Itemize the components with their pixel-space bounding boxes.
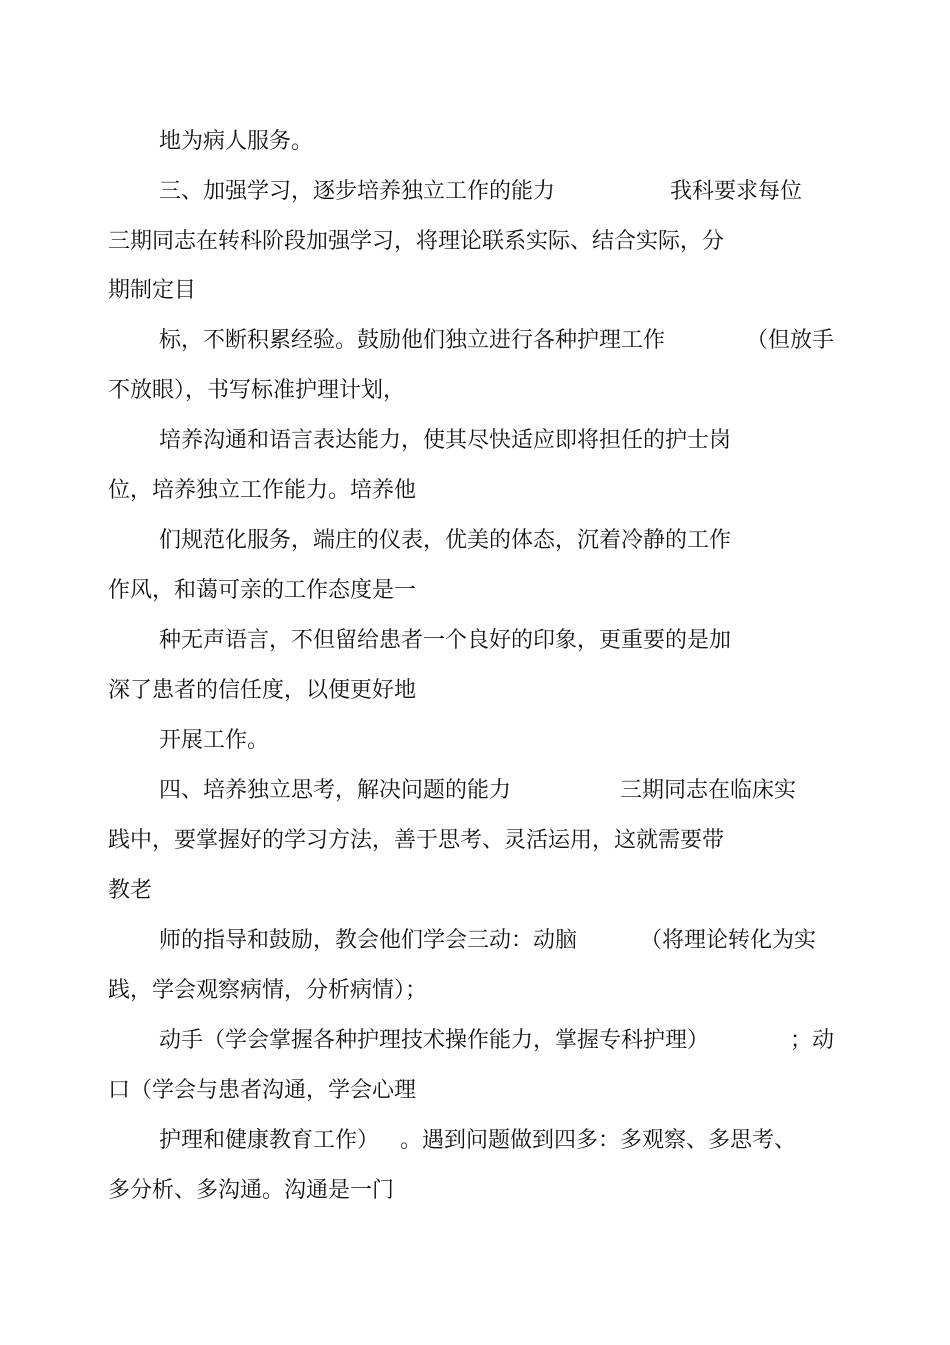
- text-line: 护理和健康教育工作）: [159, 1128, 380, 1153]
- text-line: 践中，要掌握好的学习方法，善于思考、灵活运用，这就需要带: [108, 828, 725, 853]
- text-line: 践，学会观察病情，分析病情）；: [108, 978, 428, 1003]
- text-line: 不放眼），书写标准护理计划，: [108, 378, 406, 403]
- section-heading: 四、培养独立思考，解决问题的能力: [159, 778, 512, 803]
- text-line: （但放手: [746, 328, 835, 353]
- text-line: 动手（学会掌握各种护理技术操作能力，掌握专科护理）: [159, 1028, 710, 1053]
- text-line: 师的指导和鼓励，教会他们学会三动：动脑: [159, 928, 578, 953]
- text-line: （将理论转化为实: [640, 928, 817, 953]
- text-line: 三期同志在转科阶段加强学习，将理论联系实际、结合实际，分: [108, 229, 725, 254]
- text-line: 多分析、多沟通。沟通是一门: [108, 1178, 395, 1203]
- text-line: 培养沟通和语言表达能力，使其尽快适应即将担任的护士岗: [159, 428, 732, 453]
- text-line: 种无声语言，不但留给患者一个良好的印象，更重要的是加: [159, 628, 732, 653]
- text-line: 作风，和蔼可亲的工作态度是一: [108, 578, 417, 603]
- text-line: 我科要求每位: [670, 179, 803, 204]
- text-line: 地为病人服务。: [159, 129, 314, 154]
- text-line: ；动: [790, 1028, 835, 1053]
- text-line: 三期同志在临床实: [620, 778, 797, 803]
- text-line: 深了患者的信任度，以便更好地: [108, 678, 417, 703]
- text-line: 教老: [108, 878, 153, 903]
- text-line: 。遇到问题做到四多：多观察、多思考、: [400, 1128, 797, 1153]
- text-line: 口（学会与患者沟通，学会心理: [108, 1078, 417, 1103]
- text-line: 期制定目: [108, 278, 197, 303]
- text-line: 位，培养独立工作能力。培养他: [108, 478, 417, 503]
- text-line: 们规范化服务，端庄的仪表，优美的体态，沉着冷静的工作: [159, 528, 732, 553]
- text-line: 标，不断积累经验。鼓励他们独立进行各种护理工作: [159, 328, 666, 353]
- text-line: 开展工作。: [159, 728, 270, 753]
- section-heading: 三、加强学习，逐步培养独立工作的能力: [159, 179, 556, 204]
